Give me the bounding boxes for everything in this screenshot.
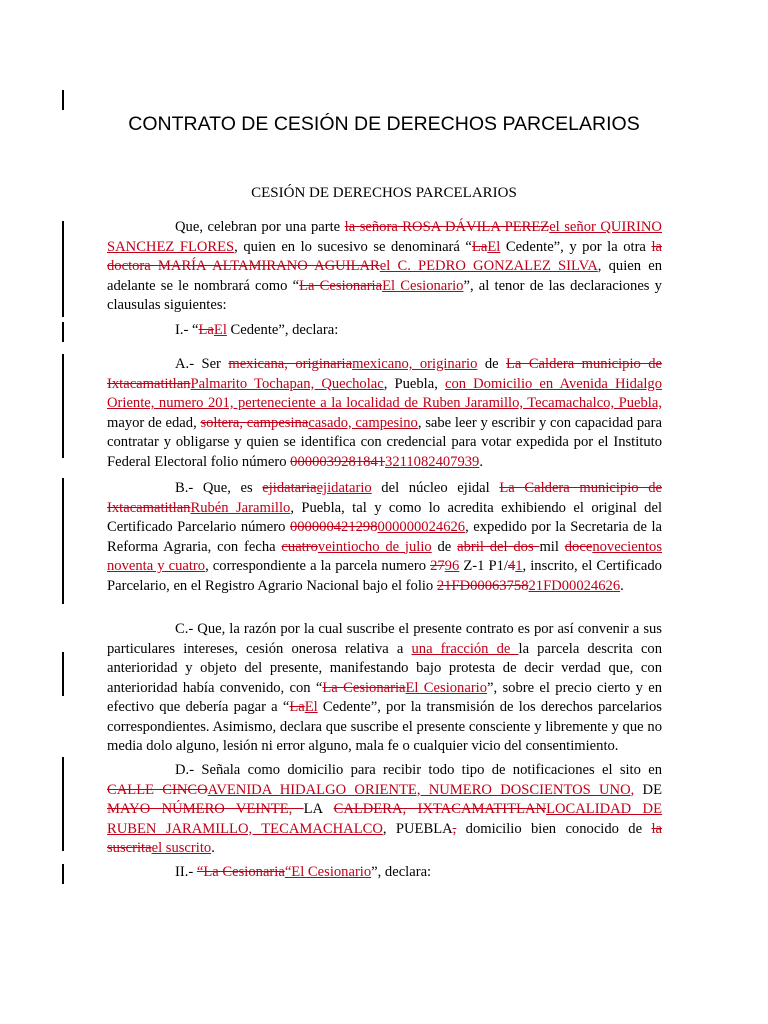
intro-paragraph (107, 218, 662, 316)
deleted-text: cuatro (281, 538, 318, 555)
text-run: ”, sobre el precio cierto y en efectivo que debería pagar a “ (107, 679, 662, 715)
deleted-text: La (198, 322, 214, 338)
change-bar (62, 322, 64, 342)
inserted-text: casado, campesino (308, 414, 418, 431)
text-run: ”, al tenor de las declaraciones y clausulas siguientes: (107, 277, 662, 313)
deleted-text: , (452, 820, 457, 837)
deleted-text: 4 (507, 558, 516, 574)
text-run: , inscrito, el Certificado Parcelario, en el Registro Agrario Nacional bajo el folio (107, 558, 662, 594)
inserted-text: El Cesionario (382, 277, 464, 294)
inserted-text: 3211082407939 (385, 453, 480, 470)
deleted-text: La (471, 238, 488, 255)
inserted-text: LOCALIDAD DE RUBEN JARAMILLO, TECAMACHALCO (107, 801, 662, 837)
section-heading-cedente (175, 322, 338, 339)
text-run: A.- Ser (175, 356, 229, 372)
text-run: D.- Señala como domicilio para recibir todo tipo de notificaciones el sito en (175, 762, 662, 778)
clause-c-paragraph (107, 620, 662, 757)
inserted-text: veintiocho de julio (317, 538, 432, 555)
text-run: Cedente”, declara: (226, 322, 339, 338)
clause-d-paragraph (107, 761, 662, 859)
inserted-text: novecientos noventa y cuatro (107, 538, 663, 574)
text-run: Cedente”, y por la otra (500, 238, 652, 255)
inserted-text: 000000024626 (377, 519, 466, 535)
deleted-text: “La Cesionaria (196, 864, 285, 880)
inserted-text: El (487, 238, 501, 255)
text-run: . (620, 577, 624, 594)
text-run: , expedido por la Secretaria de la Reforma Agraria, con fecha (107, 519, 662, 555)
text-run: mayor de edad, (107, 414, 201, 431)
inserted-text: 96 (444, 558, 460, 574)
inserted-text: El (213, 322, 227, 338)
text-run: II.- (175, 864, 197, 880)
text-run: , correspondiente a la parcela numero (205, 558, 431, 574)
text-run: . (479, 453, 484, 470)
deleted-text: la señora ROSA DÁVILA PEREZ (344, 219, 550, 235)
deleted-text: CALDERA, IXTACAMATITLAN (333, 801, 547, 817)
inserted-text: el señor QUIRINO SANCHEZ FLORES (107, 219, 662, 255)
text-run: DE (634, 781, 662, 798)
inserted-text: “El Cesionario (284, 864, 372, 880)
text-run: Z-1 P1/ (459, 558, 508, 574)
deleted-text: La Cesionaria (299, 277, 383, 294)
inserted-text: Palmarito Tochapan, Quecholac (190, 375, 384, 392)
document-title: CONTRATO DE CESIÓN DE DERECHOS PARCELARIOS (128, 113, 640, 135)
change-bar (62, 221, 64, 317)
deleted-text: CALLE CINCO (107, 781, 208, 798)
inserted-text: AVENIDA HIDALGO ORIENTE, NUMERO DOSCIENTOS UNO, (207, 781, 635, 798)
document-subtitle (0, 185, 768, 202)
text-run: , Puebla, tal y como lo acredita exhibiendo el original del Certificado Parcelario número (107, 499, 662, 535)
clause-a-paragraph (107, 355, 662, 472)
deleted-text: 0000039281841 (290, 453, 386, 470)
deleted-text: abril del dos (457, 538, 540, 555)
section-heading-cesionario (175, 864, 431, 881)
inserted-text: 21FD00024626 (528, 577, 621, 594)
change-bar (62, 652, 64, 696)
text-run: Que, celebran por una parte (175, 219, 345, 235)
inserted-text: una fracción de (411, 640, 519, 657)
text-run: la parcela descrita con anterioridad y objeto del presente, manifestando bajo protesta de decir verdad que, con anterioridad había convenido, con “ (107, 640, 663, 696)
text-run: del núcleo ejidal (371, 480, 500, 496)
change-bar (62, 90, 64, 110)
inserted-text: el suscrito (151, 840, 212, 856)
text-run: de (477, 356, 507, 372)
text-run: , PUEBLA (382, 820, 453, 837)
inserted-text: ejidatario (316, 480, 372, 496)
text-run: domicilio bien conocido de (456, 820, 652, 837)
text-run: I.- “ (175, 322, 199, 338)
subtitle-text: CESIÓN DE DERECHOS PARCELARIOS (251, 185, 517, 201)
change-bar (62, 757, 64, 851)
inserted-text: el C. PEDRO GONZALEZ SILVA (379, 258, 598, 274)
text-run: , quien en adelante se le nombrará como “ (107, 258, 662, 294)
inserted-text: mexicano, originario (352, 356, 478, 372)
change-bar (62, 864, 64, 884)
deleted-text: MAYO NÚMERO VEINTE, (107, 801, 304, 817)
text-run: de (431, 538, 458, 555)
change-bar (62, 478, 64, 604)
inserted-text: El Cesionario (405, 679, 488, 696)
deleted-text: La (289, 699, 305, 715)
text-run: C.- Que, la razón por la cual suscribe el presente contrato es por así convenir a sus particulares intereses, cesión onerosa relativa a (107, 621, 662, 657)
deleted-text: soltera, campesina (200, 414, 309, 431)
text-run: . (211, 840, 215, 856)
text-run: Cedente”, por la transmisión de los derechos parcelarios correspondientes. Asimismo, declara que suscribe el presente consciente y libremente y que no media dolo alguno, lesión ni error alguno, mala fe o cualquier vicio del consentimiento. (107, 699, 662, 754)
text-run: mil (539, 538, 565, 555)
deleted-text: la doctora MARÍA ALTAMIRANO AGUILAR (107, 238, 662, 274)
deleted-text: 000000421298 (289, 519, 378, 535)
inserted-text: con Domicilio en Avenida Hidalgo Oriente, numero 201, perteneciente a la localidad de Ruben Jaramillo, Tecamachalco, Puebla, (107, 375, 662, 411)
deleted-text: La Cesionaria (322, 679, 406, 696)
deleted-text: ejidataria (262, 480, 317, 496)
deleted-text: 21FD00063758 (436, 577, 529, 594)
text-run: ”, declara: (371, 864, 432, 880)
deleted-text: La Caldera municipio de Ixtacamatitlan (107, 356, 662, 392)
deleted-text: la suscrita (107, 820, 662, 856)
text-run: LA (303, 801, 334, 817)
deleted-text: mexicana, originaria (228, 356, 353, 372)
deleted-text: 27 (430, 558, 445, 574)
text-run: B.- Que, es (175, 480, 263, 496)
clause-b-paragraph (107, 479, 662, 596)
inserted-text: Rubén Jaramillo (190, 499, 291, 516)
text-run: , quien en lo sucesivo se denominará “ (234, 238, 472, 255)
deleted-text: doce (564, 538, 593, 555)
text-run: , sabe leer y escribir y con capacidad para contratar y obligarse y quien se identifica con credencial para votar expedida por el Instituto Federal Electoral folio número (107, 414, 662, 470)
text-run: , Puebla, (383, 375, 445, 392)
inserted-text: El (304, 699, 318, 715)
deleted-text: La Caldera municipio de Ixtacamatitlan (107, 480, 662, 516)
change-bar (62, 354, 64, 458)
inserted-text: 1 (515, 558, 523, 574)
